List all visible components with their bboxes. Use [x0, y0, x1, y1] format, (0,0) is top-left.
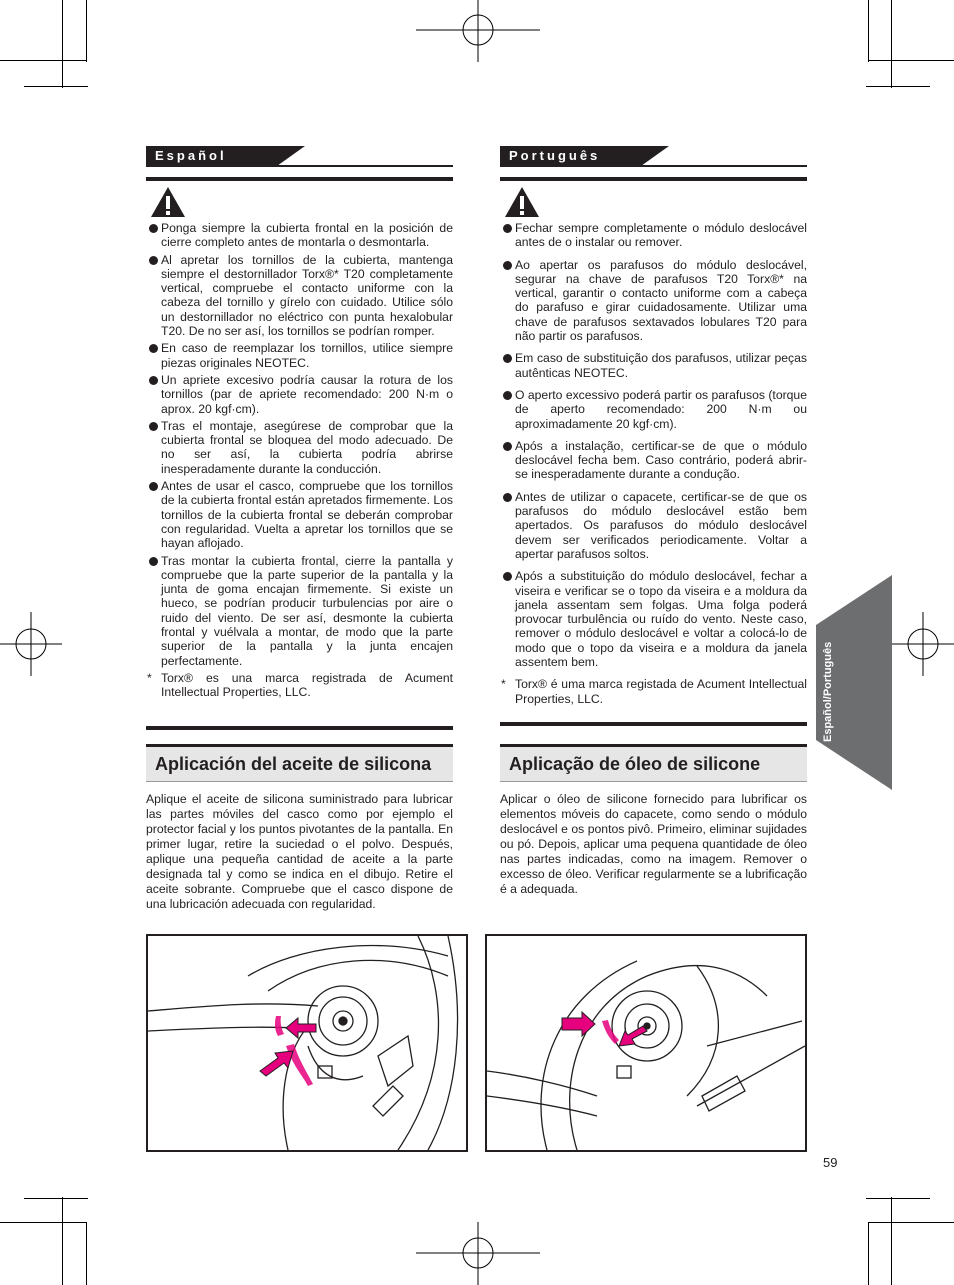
warning-rule — [500, 177, 807, 181]
list-item: En caso de reemplazar los tornillos, utilice siempre piezas originales NEOTEC. — [146, 341, 453, 370]
footnote: * Torx® es una marca registrada de Acument Intellectual Properties, LLC. — [147, 670, 453, 700]
section-tab-label: Português — [500, 146, 641, 166]
section-heading: Aplicación del aceite de silicona — [146, 744, 453, 782]
crop-mark — [866, 1198, 930, 1199]
section-tab — [146, 146, 453, 166]
crop-mark — [62, 0, 63, 88]
column-portugues — [500, 146, 807, 896]
page-number: 59 — [823, 1155, 838, 1170]
list-item: Tras el montaje, asegúrese de comprobar que la cubierta frontal se bloquea del modo adecuado. De no ser así, la cubierta podría abrirse inesperadamente durante la conducción. — [146, 419, 453, 476]
body-paragraph: Aplicar o óleo de silicone fornecido para lubrificar os elementos móveis do capacete, como sendo o módulo deslocável e os pontos pivô. Primeiro, eliminar sujidades ou pó. Depois, aplicar uma pequena quantidade de óleo nas partes indicadas, como na imagem. Remover o excesso de óleo. Verificar regularmente se a lubrificação é a adequada. — [500, 792, 807, 896]
list-item: O aperto excessivo poderá partir os parafusos (torque de aperto recomendado: 200 N·m ou aproximadamente 20 kgf·cm). — [500, 388, 807, 431]
list-item: Al apretar los tornillos de la cubierta, mantenga siempre el destornillador Torx®* T20 completamente vertical, compruebe el contacto uniforme con la cabeza del tornillo y gírelo con cuidado. Utilice sólo un destornillador no eléctrico con punta hexalobular T20. De no ser así, los tornillos se podrían romper. — [146, 253, 453, 339]
list-item: Un apriete excesivo podría causar la rotura de los tornillos (par de apriete recomendado: 200 N·m o aprox. 20 kgf·cm). — [146, 373, 453, 416]
warning-list — [146, 221, 453, 703]
crop-mark — [868, 60, 954, 61]
crop-mark — [24, 86, 88, 87]
helmet-figure-left — [146, 934, 468, 1152]
footnote: * Torx® é uma marca registada de Acument Intellectual Properties, LLC. — [501, 677, 807, 706]
helmet-figure-right — [485, 934, 807, 1152]
registration-mark-left — [0, 612, 62, 676]
warning-rule-end — [500, 722, 807, 726]
warning-icon — [150, 186, 186, 218]
crop-mark — [868, 0, 869, 62]
body-paragraph: Aplique el aceite de silicona suministrado para lubricar las partes móviles del casco como por ejemplo el protector facial y los puntos pivotantes de la pantalla. En primer lugar, retire la suciedad o el polvo. Después, aplique una pequeña cantidad de aceite a la parte designada tal y como se indica en el dibujo. Retire el aceite sobrante. Compruebe que el casco dispone de una lubricación adecuada con regularidad. — [146, 792, 453, 911]
list-item: Fechar sempre completamente o módulo deslocável antes de o instalar ou remover. — [500, 221, 807, 250]
section-tab — [500, 146, 807, 166]
warning-icon — [504, 186, 540, 218]
list-item: Ponga siempre la cubierta frontal en la posición de cierre completo antes de montarla o desmontarla. — [146, 221, 453, 250]
crop-mark — [62, 1197, 63, 1285]
crop-mark — [868, 1222, 954, 1223]
section-heading: Aplicação de óleo de silicone — [500, 744, 807, 782]
crop-mark — [0, 1222, 86, 1223]
list-item: Em caso de substituição dos parafusos, utilizar peças autênticas NEOTEC. — [500, 351, 807, 380]
crop-mark — [86, 0, 87, 62]
side-tab-label: Español/Português — [822, 641, 834, 742]
crop-mark — [868, 1222, 869, 1285]
registration-mark-right — [892, 612, 954, 676]
registration-mark-bottom — [416, 1222, 540, 1285]
crop-mark — [86, 1222, 87, 1285]
list-item: Após a substituição do módulo deslocável, fechar a viseira e verificar se o topo da viseira e a moldura da janela assentam sem folgas. Uma folga poderá provocar turbulência ou ruído do vento. Neste caso, remover o módulo deslocável e voltar a colocá-lo de modo que o topo da viseira e a moldura da janela assentem bem. — [500, 569, 807, 669]
list-item: Tras montar la cubierta frontal, cierre la pantalla y compruebe que la parte superior de la pantalla y la junta de goma encajan firmemente. Si existe un hueco, se podrían producir turbulencias por aire o ruido del viento. De ser así, desmonte la cubierta frontal y vuélvala a montar, de modo que la parte superior de la pantalla y la junta encajen perfectamente. — [146, 554, 453, 668]
registration-mark-top — [416, 0, 540, 62]
crop-mark — [24, 1198, 88, 1199]
column-espanol — [146, 146, 453, 911]
section-tab-label: Español — [146, 146, 277, 166]
list-item: Antes de usar el casco, compruebe que los tornillos de la cubierta frontal están apretados firmemente. Los tornillos de la cubierta frontal se deberán comprobar con regularidad. Vuelta a apretar los tornillos que se hayan aflojado. — [146, 479, 453, 550]
crop-mark — [866, 86, 930, 87]
warning-list — [500, 221, 807, 709]
warning-rule-end — [146, 726, 453, 730]
crop-mark — [0, 60, 86, 61]
crop-mark — [891, 0, 892, 88]
warning-rule — [146, 177, 453, 181]
list-item: Antes de utilizar o capacete, certificar-se de que os parafusos do módulo deslocável estão bem apertados. Os parafusos do módulo deslocável devem ser verificados periodicamente. Voltar a apertar parafusos soltos. — [500, 490, 807, 561]
crop-mark — [891, 1197, 892, 1285]
list-item: Após a instalação, certificar-se de que o módulo deslocável fecha bem. Caso contrário, poderá abrir-se inesperadamente durante a condução. — [500, 439, 807, 482]
list-item: Ao apertar os parafusos do módulo deslocável, segurar na chave de parafusos T20 Torx®* na vertical, garantir o contacto uniforme com a cabeça do parafuso e girar cuidadosamente. Utilizar uma chave de parafusos sextavados lobulares T20 para não partir os parafusos. — [500, 258, 807, 344]
